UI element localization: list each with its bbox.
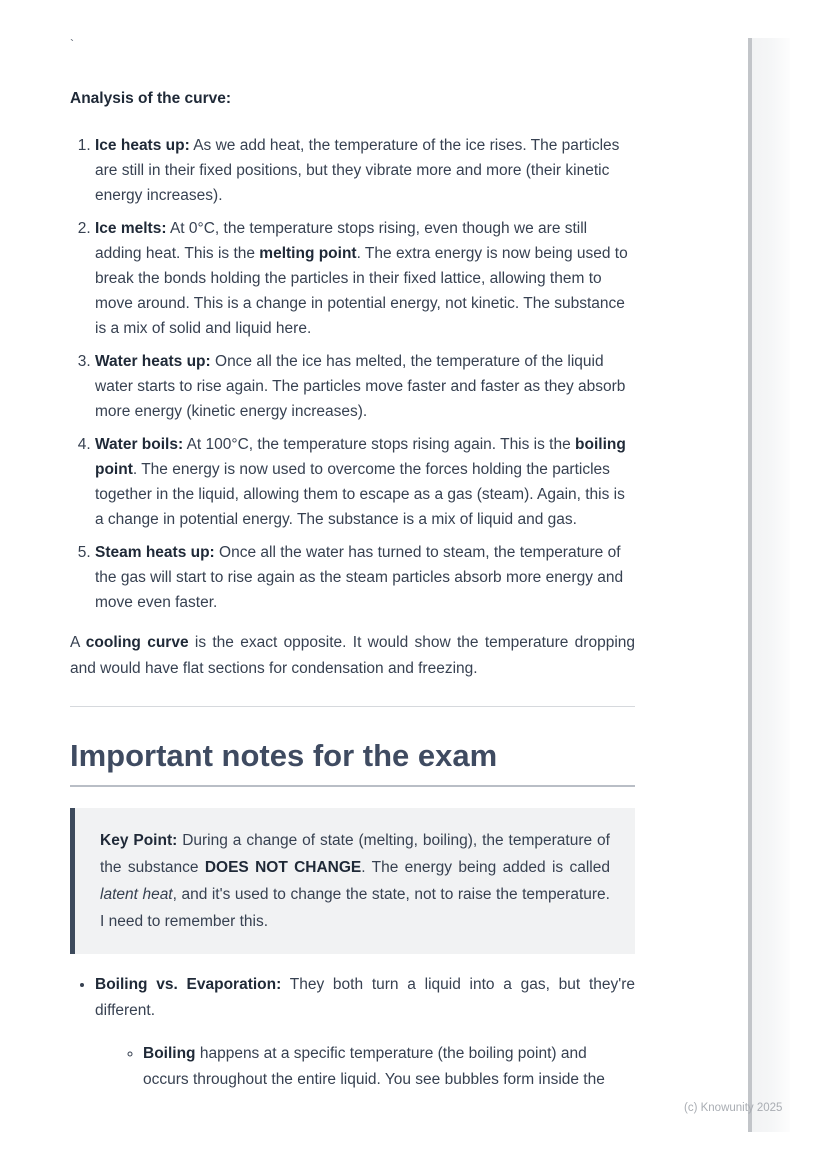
page-content [70,0,635,1093]
knowunity-watermark: (c) Knowunity 2025 [684,1102,783,1114]
exam-notes-title: Important notes for the exam [70,737,635,787]
list-item-steam-heats-up: 5. Steam heats up: Once all the water has turned to steam, the temperature of the gas will start to rise again as the steam particles absorb more energy and move even faster. [95,540,635,615]
list-item-ice-heats-up: 1. Ice heats up: As we add heat, the temperature of the ice rises. The particles are still in their fixed positions, but they vibrate more and more (their kinetic energy increases). [95,133,635,208]
analysis-list [70,133,635,615]
key-point-text: Key Point: During a change of state (melting, boiling), the temperature of the substance DOES NOT CHANGE. The energy being added is called latent heat, and it's used to change the state, not to raise the temperature. I need to remember this. [100,832,610,930]
analysis-heading: Analysis of the curve: [70,90,232,107]
list-item-water-heats-up: 3. Water heats up: Once all the ice has melted, the temperature of the liquid water starts to rise again. The particles move faster and faster as they absorb more energy (kinetic energy increases). [95,349,635,424]
sub-bullet-boiling: ◦ Boiling happens at a specific temperature (the boiling point) and occurs throughout the entire liquid. You see bubbles form inside the [143,1041,635,1093]
exam-notes-list [70,972,635,1093]
sub-list [95,1041,635,1093]
stray-character: ` [70,37,74,51]
bullet-boiling-vs-evaporation [95,972,635,1093]
bullet-boiling-vs-evaporation-text: Boiling vs. Evaporation: They both turn a liquid into a gas, but they're different. [95,976,635,1019]
scrollbar[interactable] [748,38,790,1132]
key-point-callout [70,808,635,954]
list-item-ice-melts: 2. Ice melts: At 0°C, the temperature stops rising, even though we are still adding heat. This is the melting point. The extra energy is now being used to break the bonds holding the particles in their fixed lattice, allowing them to move around. This is a change in potential energy, not kinetic. The substance is a mix of solid and liquid here. [95,216,635,341]
list-item-water-boils: 4. Water boils: At 100°C, the temperature stops rising again. This is the boiling point. The energy is now used to overcome the forces holding the particles together in the liquid, allowing them to escape as a gas (steam). Again, this is a change in potential energy. The substance is a mix of liquid and gas. [95,432,635,532]
section-divider [70,706,635,707]
cooling-curve-paragraph: A cooling curve is the exact opposite. It would show the temperature dropping and would have flat sections for condensation and freezing. [70,634,636,677]
